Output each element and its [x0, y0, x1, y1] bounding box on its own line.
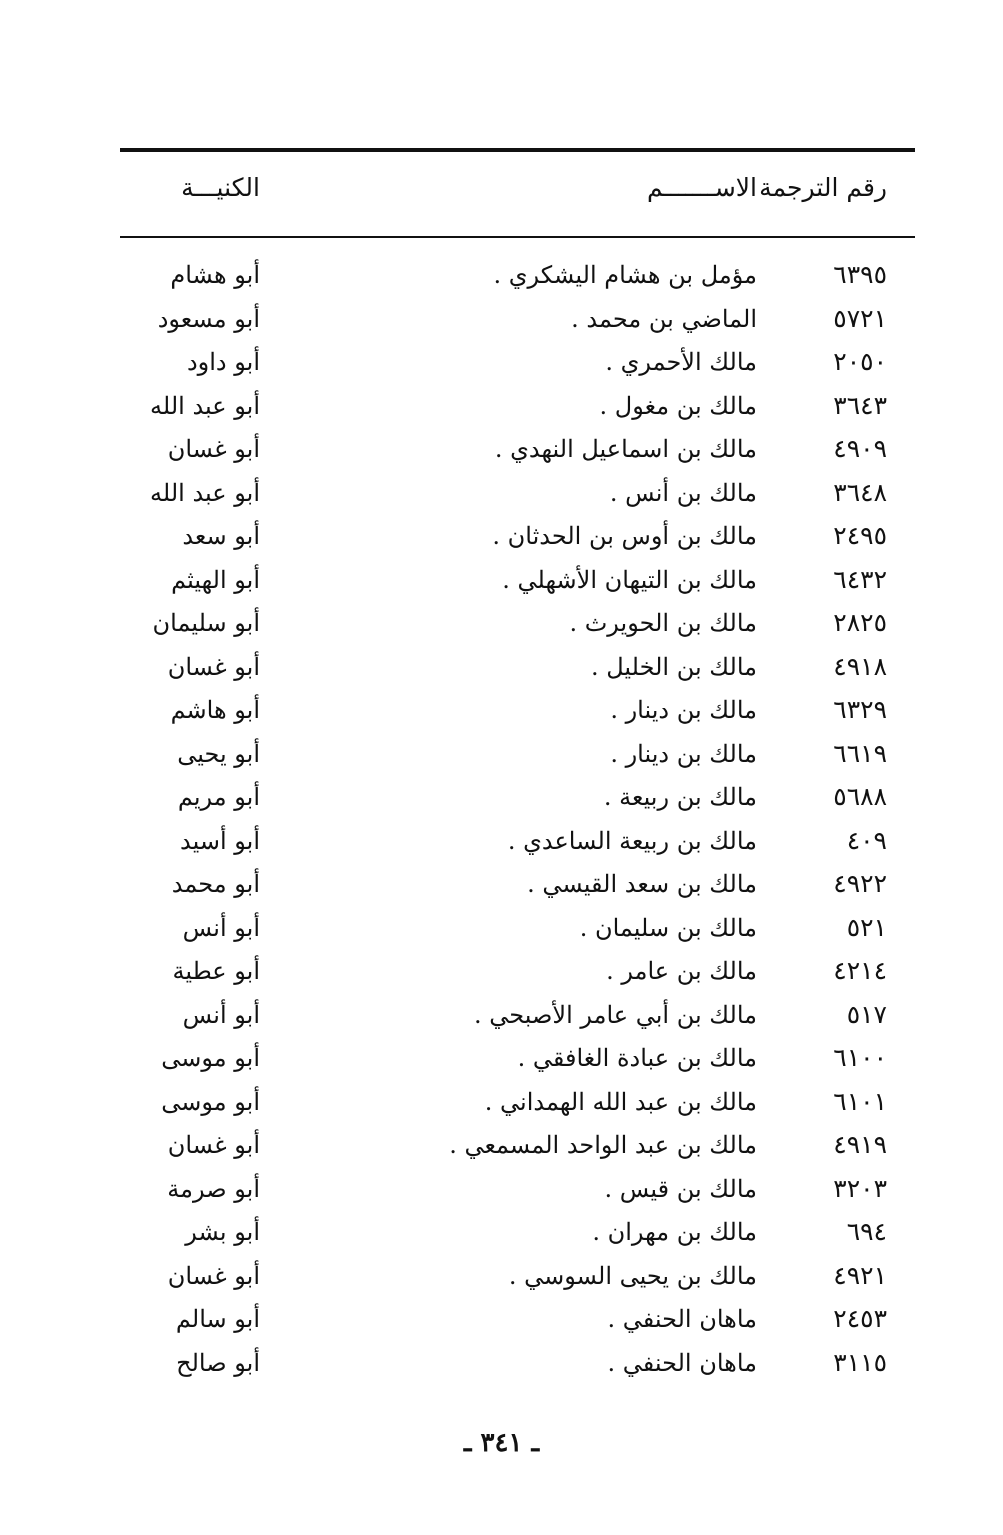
table-header — [120, 166, 915, 216]
entry-name: مالك بن الخليل . — [590, 652, 757, 681]
entry-number: ٣٦٤٣ — [833, 390, 887, 420]
entry-name: مالك بن عامر . — [606, 957, 757, 985]
table-row — [120, 862, 915, 906]
entry-number: ٥٧٢١ — [833, 303, 887, 333]
entry-number: ٤٩٠٩ — [833, 434, 887, 463]
table-row — [120, 340, 915, 384]
table-row — [120, 1341, 915, 1385]
entry-name: مالك بن ربيعة . — [603, 783, 757, 811]
entry-number: ٢٨٢٥ — [833, 608, 887, 637]
entry-kunya: أبو سالم — [175, 1305, 260, 1333]
entry-number: ٦٣٩٥ — [833, 260, 887, 289]
table-row — [120, 558, 915, 602]
entry-kunya: أبو صالح — [176, 1348, 260, 1377]
entry-kunya: أبو عبد الله — [150, 391, 260, 420]
table-row — [120, 819, 915, 863]
entry-name: مالك بن الحويرث . — [569, 609, 757, 637]
entry-name: مالك بن اسماعيل النهدي . — [494, 435, 757, 463]
entry-kunya: أبو داود — [186, 348, 260, 376]
table-row — [120, 384, 915, 428]
entry-name: مالك بن يحيى السوسي . — [508, 1261, 757, 1290]
table-body — [120, 253, 915, 1384]
entry-kunya: أبو هشام — [170, 261, 260, 289]
table-row — [120, 645, 915, 689]
entry-name: مالك بن أبي عامر الأصبحي . — [474, 1000, 757, 1029]
entry-number: ٣٦٤٨ — [833, 477, 887, 507]
entry-kunya: أبو سليمان — [152, 609, 260, 637]
page-number: ـ ٣٤١ ـ — [463, 1428, 540, 1458]
table-row — [120, 1297, 915, 1341]
header-rule — [120, 236, 915, 238]
entry-number: ٥٦٨٨ — [833, 782, 887, 811]
entry-number: ٤٠٩ — [846, 825, 887, 855]
entry-number: ٢٤٩٥ — [833, 521, 887, 550]
top-rule — [120, 148, 915, 152]
table-row — [120, 253, 915, 297]
entry-name: ماهان الحنفي . — [607, 1305, 757, 1333]
table-row — [120, 297, 915, 341]
table-row — [120, 1080, 915, 1124]
table-row — [120, 732, 915, 776]
entry-kunya: أبو أنس — [182, 913, 260, 942]
entry-number: ٦١٠١ — [833, 1086, 887, 1116]
entry-number: ٦١٠٠ — [833, 1043, 887, 1072]
entry-number: ٤٩٢١ — [833, 1260, 887, 1290]
entry-name: مالك بن عبادة الغافقي . — [517, 1044, 757, 1072]
entry-kunya: أبو صرمة — [167, 1174, 260, 1203]
entry-name: مالك بن ربيعة الساعدي . — [507, 826, 757, 855]
header-number-label: رقم الترجمة — [759, 173, 887, 202]
entry-kunya: أبو أسيد — [180, 826, 260, 855]
entry-name: مالك الأحمري . — [605, 348, 757, 376]
entry-number: ٦٤٣٢ — [833, 564, 887, 594]
entry-number: ٦٣٢٩ — [833, 695, 887, 724]
entry-name: مالك بن أوس بن الحدثان . — [492, 522, 757, 550]
table-row — [120, 688, 915, 732]
entry-number: ٤٢١٤ — [833, 956, 887, 985]
entry-name: مالك بن قيس . — [604, 1174, 757, 1203]
entry-name: مالك بن دينار . — [610, 696, 757, 724]
entry-kunya: أبو يحيى — [177, 739, 260, 768]
entry-number: ٥٢١ — [846, 912, 887, 942]
entry-name: مالك بن سليمان . — [579, 913, 757, 942]
entry-kunya: أبو غسان — [167, 1131, 260, 1159]
entry-name: مؤمل بن هشام اليشكري . — [493, 261, 757, 289]
table-row — [120, 949, 915, 993]
entry-kunya: أبو موسى — [161, 1044, 260, 1072]
entry-kunya: أبو مسعود — [157, 304, 260, 333]
entry-name: مالك بن سعد القيسي . — [527, 870, 757, 898]
entry-number: ٣١١٥ — [833, 1347, 887, 1377]
entry-number: ٤٩١٩ — [833, 1130, 887, 1159]
table-row — [120, 471, 915, 515]
entry-kunya: أبو عطية — [172, 957, 260, 985]
table-row — [120, 1123, 915, 1167]
entry-number: ٤٩٢٢ — [833, 869, 887, 898]
entry-number: ٦٦١٩ — [833, 738, 887, 768]
entry-number: ٥١٧ — [846, 999, 887, 1029]
table-row — [120, 1036, 915, 1080]
entry-kunya: أبو مريم — [177, 783, 260, 811]
table-row — [120, 906, 915, 950]
table-row — [120, 993, 915, 1037]
header-name-label: الاســـــــم — [646, 173, 757, 202]
entry-kunya: أبو بشر — [185, 1218, 260, 1246]
entry-number: ٦٩٤ — [846, 1217, 887, 1246]
entry-name: ماهان الحنفي . — [607, 1348, 757, 1377]
table-row — [120, 601, 915, 645]
entry-number: ٤٩١٨ — [833, 651, 887, 681]
entry-number: ٣٢٠٣ — [833, 1173, 887, 1203]
entry-kunya: أبو أنس — [182, 1000, 260, 1029]
table-row — [120, 775, 915, 819]
entry-kunya: أبو غسان — [167, 435, 260, 463]
entry-name: مالك بن عبد الواحد المسمعي . — [449, 1131, 757, 1159]
table-row — [120, 1167, 915, 1211]
entry-name: مالك بن مغول . — [599, 391, 757, 420]
entry-kunya: أبو هاشم — [170, 696, 260, 724]
table-row — [120, 427, 915, 471]
entry-name: مالك بن التيهان الأشهلي . — [502, 565, 757, 594]
entry-name: مالك بن دينار . — [610, 739, 757, 768]
entry-kunya: أبو الهيثم — [171, 565, 260, 594]
table-row — [120, 1210, 915, 1254]
table-row — [120, 1254, 915, 1298]
entry-name: مالك بن عبد الله الهمداني . — [484, 1087, 757, 1116]
entry-kunya: أبو عبد الله — [150, 478, 260, 507]
entry-name: مالك بن أنس . — [609, 478, 757, 507]
entry-kunya: أبو غسان — [167, 1261, 260, 1290]
entry-number: ٢٤٥٣ — [833, 1304, 887, 1333]
entry-kunya: أبو موسى — [161, 1087, 260, 1116]
table-row — [120, 514, 915, 558]
entry-kunya: أبو غسان — [167, 652, 260, 681]
entry-kunya: أبو سعد — [182, 522, 260, 550]
entry-name: الماضي بن محمد . — [571, 304, 757, 333]
entry-number: ٢٠٥٠ — [833, 347, 887, 376]
entry-kunya: أبو محمد — [171, 870, 260, 898]
header-kunya-label: الكنيـــة — [181, 173, 260, 202]
entry-name: مالك بن مهران . — [592, 1218, 757, 1246]
